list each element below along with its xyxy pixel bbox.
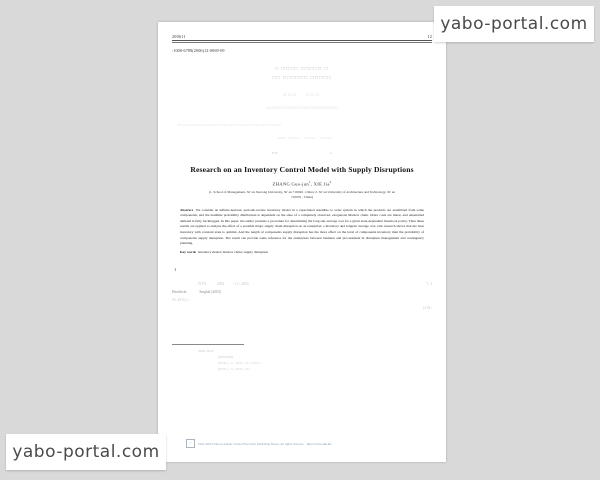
chinese-title-line1: □ □□□□ □□□□□ □ <box>275 67 329 73</box>
footnote-author-one: (1970- ) , □ , □□□□ , □□ , □□□□ ; <box>218 360 261 365</box>
abstract-text: We consider an infinite-horizon, periodic-review inventory model in a capacitated assemble to order system in which the products are assembled from some components, and the leadtime probability distribution is dependent on the state of a completely observed, exogenous Markov chain. Order costs are linear, and unsatisfied demand is fully backlogged. In this paper, the author presents a procedure for determining the long-run average cost for a given state-dependent basestock policy. Then these results are applied to analyze the effect of a possible major supply chain disruption on an enterprise: s inventory and longrun average cost. Our research shows that the base inventory with constant state is optimal. And the length of components supply disruption has the more effect on the level of components inventory than the probability of components supply disruption. The result can provide some reference for the enterprises between business and procurement in disruption management and contingency planning. <box>180 207 425 246</box>
keywords-text: inventory model; markov chain; supply disruption <box>197 250 269 255</box>
watermark-bottom-left: yabo-portal.com <box>6 434 166 470</box>
footnote-block <box>172 348 432 372</box>
body-text-faded <box>172 280 432 338</box>
english-affiliation-line1: (1. School of Management, Xi' an Jiaotong University, Xi' an 710049 , China; 2. Xi' an University of Architecture and Technology, Xi' an <box>208 189 396 194</box>
body-row-1: WTO 2004 □□□ ,2003 <box>172 281 249 286</box>
english-affiliation-line2: 710055 , China) <box>291 195 313 200</box>
keywords-label: Key words <box>180 250 197 255</box>
author-one-affil-marker: 1 <box>308 180 311 185</box>
body-row-1-right: 7. 2 <box>426 281 432 286</box>
watermark-top-right: yabo-portal.com <box>434 6 594 42</box>
footnote-author-two: (1975- ) , □ , □□□□ , □□ . <box>218 366 251 371</box>
body-row-6: (4,9)□ <box>422 305 432 310</box>
chinese-title-block <box>172 65 432 143</box>
body-row-3: Hendricks Singhal (2003) <box>172 289 221 294</box>
footnote-fund: (70573100) <box>218 354 233 359</box>
section-heading-number: 1 <box>174 266 177 272</box>
running-head-right: 12 <box>427 34 432 39</box>
copyright-text: 1994-2009 China Academic Journal Electronic Publishing House. All rights reserved. <box>198 441 304 446</box>
footnote-rule <box>172 344 244 345</box>
article-number: :1000-6788(2006)12-0069-09 <box>172 48 225 54</box>
chinese-affiliation: □□□□□□□□□□□□□□□□□□□□□□□□□□ <box>265 106 339 111</box>
chinese-authors: □□□ , □□□ <box>283 92 321 98</box>
body-row-4: 93. 28 %□□ , <box>172 297 192 302</box>
document-code: A <box>329 151 332 156</box>
english-title: Research on an Inventory Control Model with Supply Disruptions <box>190 165 414 175</box>
document-page <box>158 22 446 462</box>
abstract-paragraph <box>172 208 432 247</box>
cnki-link[interactable]: http://www.cnki.net <box>306 441 332 446</box>
chinese-title-line2: □□ □□□□□□ □□□□□ <box>272 76 332 82</box>
abstract-label: Abstract <box>180 207 194 212</box>
keywords-paragraph <box>172 250 432 256</box>
cnki-logo-icon: © <box>186 439 195 448</box>
header-rule-second <box>172 42 432 43</box>
copyright-footer <box>186 439 422 448</box>
running-head <box>172 34 432 39</box>
running-head-vol: 11 <box>181 34 186 39</box>
classification-marks <box>172 151 432 155</box>
footnote-received: :2005-10-25 <box>198 348 214 353</box>
running-head-left: 2006 <box>172 34 182 39</box>
english-affiliation <box>172 190 432 201</box>
author-two-affil-marker: 2 <box>329 180 332 185</box>
english-authors <box>172 180 432 187</box>
author-separator: , XIE Jia <box>310 181 330 187</box>
author-one: ZHANG Guo-jun <box>272 181 309 187</box>
chinese-keywords: □□□ □□□□ ; □□□□ ; □□□□ <box>277 136 333 141</box>
chinese-abstract: □□□□□□□□□□□□□□□□□□□□□□□□□□□□□□□□ <box>178 123 282 128</box>
page-content <box>172 34 432 454</box>
header-rule <box>172 40 432 41</box>
classification-code: E79 <box>272 151 278 156</box>
